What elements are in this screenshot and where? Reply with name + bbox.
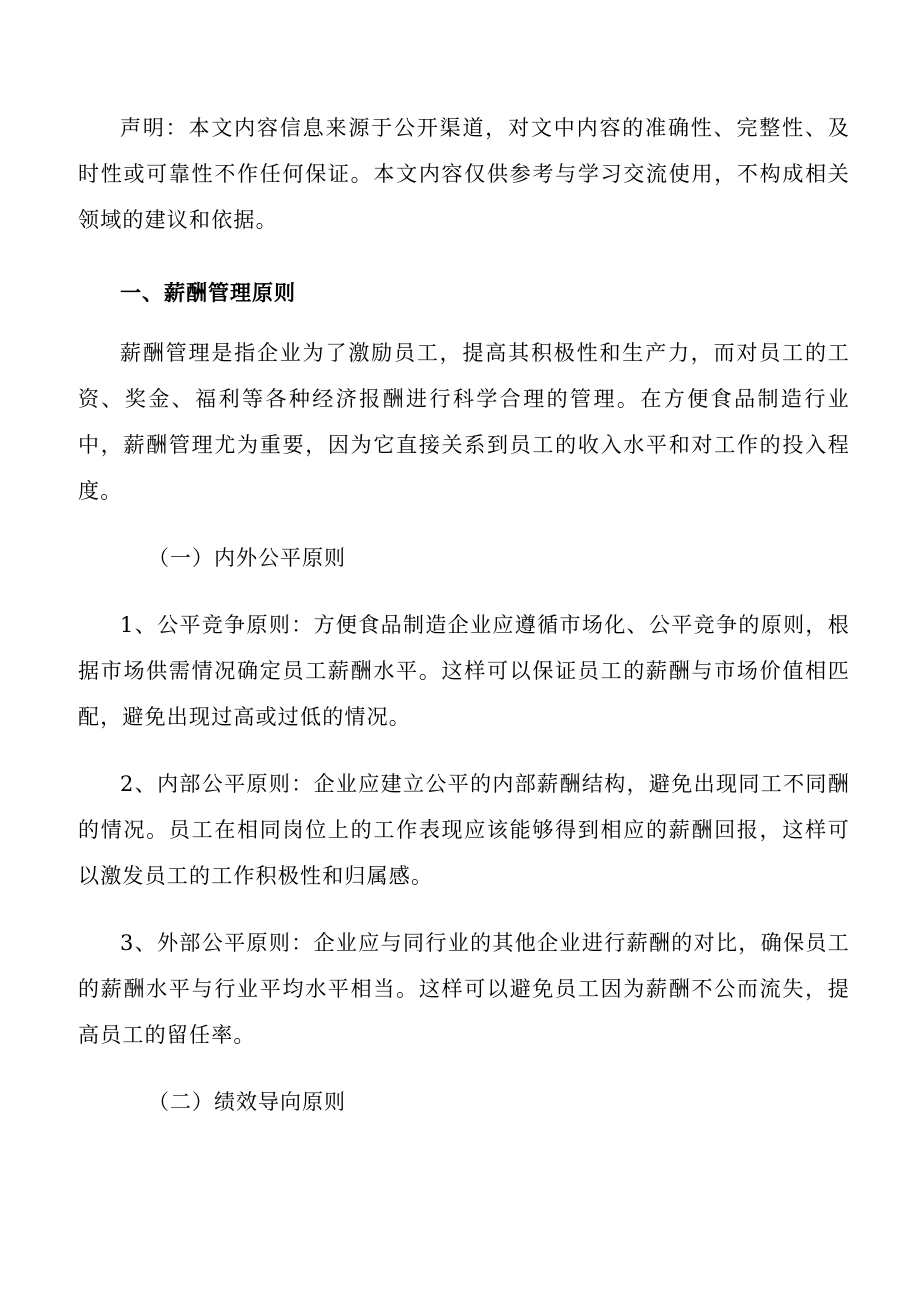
section-heading: 一、薪酬管理原则 — [120, 280, 296, 305]
document-page — [78, 105, 850, 1125]
spacer — [78, 740, 850, 761]
spacer — [78, 899, 850, 920]
spacer — [78, 243, 850, 270]
subsection-heading-1: （一）内外公平原则 — [148, 546, 346, 570]
spacer — [78, 316, 850, 330]
principle-item-1: 1、公平竞争原则：方便食品制造企业应遵循市场化、公平竞争的原则，根据市场供需情况确定员工薪酬水平。这样可以保证员工的薪酬与市场价值相匹配，避免出现过高或过低的情况。 — [78, 613, 850, 729]
disclaimer-paragraph: 声明：本文内容信息来源于公开渠道，对文中内容的准确性、完整性、及时性或可靠性不作任何保证。本文内容仅供参考与学习交流使用，不构成相关领域的建议和依据。 — [78, 116, 850, 232]
spacer — [78, 514, 850, 535]
spacer — [78, 581, 850, 602]
principle-item-3: 3、外部公平原则：企业应与同行业的其他企业进行薪酬的对比，确保员工的薪酬水平与行业平均水平相当。这样可以避免员工因为薪酬不公而流失，提高员工的留任率。 — [78, 931, 850, 1047]
subsection-heading-2: （二）绩效导向原则 — [148, 1090, 346, 1114]
spacer — [78, 1058, 850, 1079]
section-intro-paragraph: 薪酬管理是指企业为了激励员工，提高其积极性和生产力，而对员工的工资、奖金、福利等各种经济报酬进行科学合理的管理。在方便食品制造行业中，薪酬管理尤为重要，因为它直接关系到员工的收入水平和对工作的投入程度。 — [78, 341, 850, 503]
principle-item-2: 2、内部公平原则：企业应建立公平的内部薪酬结构，避免出现同工不同酬的情况。员工在相同岗位上的工作表现应该能够得到相应的薪酬回报，这样可以激发员工的工作积极性和归属感。 — [78, 772, 850, 888]
